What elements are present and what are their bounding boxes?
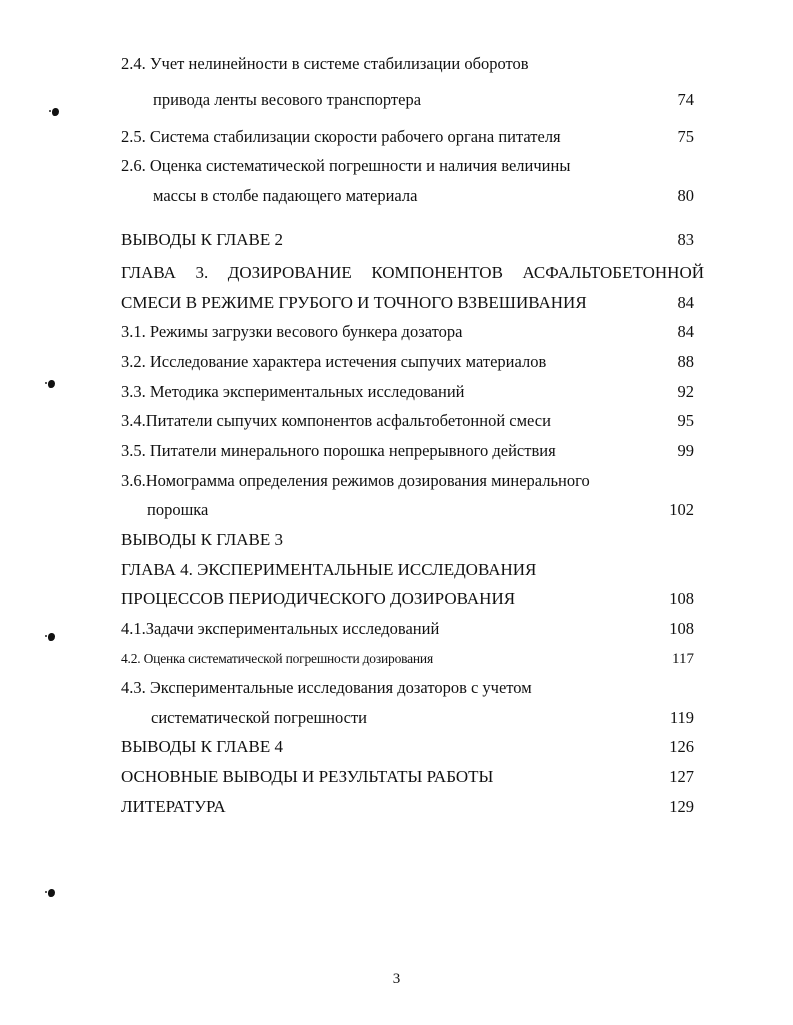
toc-page-number: 83 xyxy=(677,230,694,249)
toc-page-number: 75 xyxy=(677,127,694,146)
toc-page-number: 88 xyxy=(677,352,694,371)
toc-entry-3-3: 3.3. Методика экспериментальных исследований xyxy=(121,382,465,401)
toc-page-number: 108 xyxy=(669,619,694,638)
toc-chapter-3-heading-line2: СМЕСИ В РЕЖИМЕ ГРУБОГО И ТОЧНОГО ВЗВЕШИВАНИЯ xyxy=(121,293,587,312)
binder-hole-mark xyxy=(48,889,55,897)
toc-conclusions-chapter-3: ВЫВОДЫ К ГЛАВЕ 3 xyxy=(121,530,284,549)
toc-entry-4-1: 4.1.Задачи экспериментальных исследований xyxy=(121,619,440,638)
toc-chapter-3-heading-line1 xyxy=(121,263,704,283)
toc-page-number: 102 xyxy=(669,500,694,519)
toc-entry-3-1: 3.1. Режимы загрузки весового бункера дозатора xyxy=(121,322,463,341)
toc-page-number: 84 xyxy=(677,293,694,312)
binder-hole-mark xyxy=(48,380,55,388)
toc-page-number: 127 xyxy=(669,767,694,786)
toc-page-number: 92 xyxy=(677,382,694,401)
toc-chapter-4-heading-line2: ПРОЦЕССОВ ПЕРИОДИЧЕСКОГО ДОЗИРОВАНИЯ xyxy=(121,589,516,608)
toc-entry-4-3-line2: систематической погрешности xyxy=(151,708,367,727)
toc-conclusions-chapter-2: ВЫВОДЫ К ГЛАВЕ 2 xyxy=(121,230,284,249)
toc-main-conclusions: ОСНОВНЫЕ ВЫВОДЫ И РЕЗУЛЬТАТЫ РАБОТЫ xyxy=(121,767,494,786)
toc-entry-3-6-line2: порошка xyxy=(147,500,209,519)
toc-entry-3-4: 3.4.Питатели сыпучих компонентов асфальтобетонной смеси xyxy=(121,411,551,430)
toc-chapter-4-heading-line1: ГЛАВА 4. ЭКСПЕРИМЕНТАЛЬНЫЕ ИССЛЕДОВАНИЯ xyxy=(121,560,537,579)
toc-page-number: 117 xyxy=(672,651,694,667)
toc-page-number: 84 xyxy=(677,322,694,341)
toc-page-number: 74 xyxy=(677,90,694,109)
toc-entry-3-6-line1: 3.6.Номограмма определения режимов дозирования минерального xyxy=(121,471,590,490)
toc-page-number: 126 xyxy=(669,737,694,756)
toc-page-number: 95 xyxy=(677,411,694,430)
toc-entry-4-3-line1: 4.3. Экспериментальные исследования дозаторов с учетом xyxy=(121,678,532,697)
toc-entry-2-6-line2: массы в столбе падающего материала xyxy=(153,186,418,205)
binder-hole-mark xyxy=(52,108,59,116)
toc-entry-2-4-line2: привода ленты весового транспортера xyxy=(153,90,422,109)
heading-word: ГЛАВА xyxy=(121,263,176,282)
toc-page-number: 99 xyxy=(677,441,694,460)
toc-entry-4-2: 4.2. Оценка систематической погрешности дозирования xyxy=(121,651,433,666)
heading-word: ДОЗИРОВАНИЕ xyxy=(227,263,352,282)
toc-page-number: 119 xyxy=(669,708,694,727)
toc-entry-3-2: 3.2. Исследование характера истечения сыпучих материалов xyxy=(121,352,547,371)
toc-entry-2-4-line1: 2.4. Учет нелинейности в системе стабилизации оборотов xyxy=(121,54,529,73)
heading-word: 3. xyxy=(195,263,209,282)
toc-page-number: 129 xyxy=(669,797,694,816)
page-number: 3 xyxy=(392,971,401,987)
binder-hole-mark xyxy=(48,633,55,641)
toc-entry-3-5: 3.5. Питатели минерального порошка непрерывного действия xyxy=(121,441,556,460)
toc-page-number: 80 xyxy=(677,186,694,205)
toc-conclusions-chapter-4: ВЫВОДЫ К ГЛАВЕ 4 xyxy=(121,737,284,756)
toc-entry-2-6-line1: 2.6. Оценка систематической погрешности и наличия величины xyxy=(121,156,571,175)
toc-page-number: 108 xyxy=(669,589,694,608)
heading-word: АСФАЛЬТОБЕТОННОЙ xyxy=(522,263,704,282)
toc-literature: ЛИТЕРАТУРА xyxy=(121,797,226,816)
heading-word: КОМПОНЕНТОВ xyxy=(371,263,503,282)
toc-entry-2-5: 2.5. Система стабилизации скорости рабочего органа питателя xyxy=(121,127,561,146)
